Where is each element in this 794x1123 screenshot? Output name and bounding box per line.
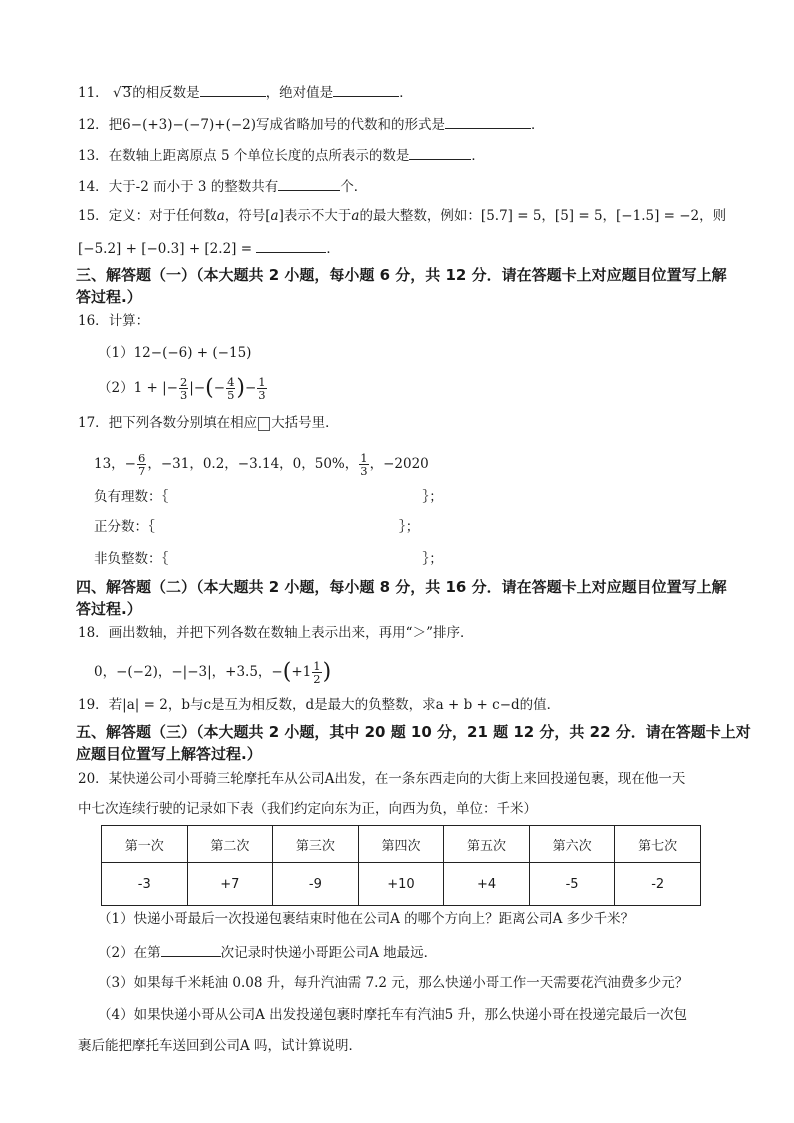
question-text: 某快递公司小哥骑三轮摩托车从公司A出发，在一条东西走向的大街上来回投递包裹，现在他一天 xyxy=(108,771,686,787)
table-cell: -2 xyxy=(615,863,701,906)
table-cell: +4 xyxy=(444,863,530,906)
fraction xyxy=(137,452,146,477)
question-text: 大于-2 而小于 3 的整数共有 xyxy=(108,179,279,195)
question-number: 16． xyxy=(78,313,109,329)
question-text: 把6−(+3)−(−7)+(−2)写成省略加号的代数和的形式是 xyxy=(108,117,446,133)
question-17 xyxy=(78,414,339,432)
question-20-part-4: （4）如果快递小哥从公司A 出发投递包裹时摩托车有汽油5 升，那么快递小哥在投递完最后一次包 xyxy=(98,1007,688,1023)
question-number: 12． xyxy=(78,117,109,133)
denominator: 5 xyxy=(227,388,235,402)
missing-glyph-box xyxy=(258,417,270,431)
question-17-numbers xyxy=(94,452,429,477)
fraction xyxy=(226,376,235,401)
question-20-part-1: （1）快递小哥最后一次投递包裹结束时他在公司A 的哪个方向上？距离公司A 多少千米？ xyxy=(98,911,635,927)
question-text: 的相反数是 xyxy=(132,85,200,101)
table-cell: -3 xyxy=(102,863,188,906)
answer-blank[interactable] xyxy=(445,114,531,129)
driving-record-table xyxy=(101,825,701,906)
variable: a xyxy=(270,208,279,224)
table-row xyxy=(102,863,701,906)
table-header-cell: 第三次 xyxy=(273,826,359,863)
numerator: 4 xyxy=(227,375,235,389)
question-text: 计算： xyxy=(108,313,150,329)
question-number: 13． xyxy=(78,148,109,164)
table-header-cell: 第五次 xyxy=(444,826,530,863)
sqrt-radicand: 3 xyxy=(122,85,132,101)
table-cell: +10 xyxy=(358,863,444,906)
paren: ( xyxy=(205,375,214,401)
question-text: （2）在第 xyxy=(98,945,161,961)
table-cell: +7 xyxy=(187,863,273,906)
table-header-row xyxy=(102,826,701,863)
question-12 xyxy=(78,114,545,134)
numerator: 1 xyxy=(360,451,368,465)
paren: ) xyxy=(322,659,332,685)
question-number: 20． xyxy=(78,771,109,787)
question-16-part-1: （1）12−(−6) + (−15) xyxy=(98,345,252,361)
section-4-heading: 四、解答题（二）（本大题共 2 小题，每小题 8 分，共 16 分．请在答题卡上对应题目位置写上解 xyxy=(76,578,727,596)
section-4-heading-cont: 答过程.） xyxy=(76,600,142,618)
sqrt-symbol: √ xyxy=(112,85,122,101)
answer-blank[interactable] xyxy=(161,942,221,957)
table-header-cell: 第一次 xyxy=(102,826,188,863)
table-cell: -5 xyxy=(529,863,615,906)
question-text: 次记录时快递小哥距公司A 地最远． xyxy=(220,945,438,961)
question-text: ，符号[ xyxy=(224,208,271,224)
denominator: 3 xyxy=(360,464,368,478)
question-18 xyxy=(78,624,474,642)
section-3-heading-cont: 答过程.） xyxy=(76,288,142,306)
mixed-whole: +1 xyxy=(291,664,312,680)
set-label: 非负整数：｛ xyxy=(94,551,169,567)
answer-blank[interactable] xyxy=(333,82,399,97)
question-number: 18． xyxy=(78,625,109,641)
set-label: 负有理数：｛ xyxy=(94,489,169,505)
question-16 xyxy=(78,312,149,330)
negative-rational-set xyxy=(94,488,443,506)
question-20-line2: 中七次连续行驶的记录如下表（我们约定向东为正，向西为负，单位：千米） xyxy=(78,801,537,817)
number-list: 0，−(−2)，−|−3|，+3.5，− xyxy=(94,664,283,680)
question-text: ]表示不大于 xyxy=(278,208,352,224)
table-header-cell: 第四次 xyxy=(358,826,444,863)
numerator: 2 xyxy=(179,375,188,389)
denominator: 2 xyxy=(313,672,321,686)
section-5-heading-cont: 应题目位置写上解答过程.） xyxy=(76,745,262,763)
section-5-heading: 五、解答题（三）（本大题共 2 小题，其中 20 题 10 分，21 题 12 分，共 22 分．请在答题卡上对 xyxy=(76,723,751,741)
fraction xyxy=(312,660,321,685)
punctuation: ． xyxy=(326,241,340,257)
set-close: ｝； xyxy=(399,519,420,535)
punctuation: ． xyxy=(471,148,485,164)
number-list: ，−31，0.2，−3.14，0，50%， xyxy=(147,456,359,472)
question-text: ，绝对值是 xyxy=(265,85,334,101)
answer-blank[interactable] xyxy=(409,145,471,160)
question-15 xyxy=(78,207,726,225)
question-text: 的最大整数，例如：[5.7] = 5，[5] = 5，[−1.5] = −2，则 xyxy=(359,208,727,224)
set-close: ｝； xyxy=(422,489,443,505)
answer-blank[interactable] xyxy=(200,82,266,97)
question-16-part-2: （2）1 + |− $\frac{2}{3}$ |−(− $\frac{4}{5}$ )− $\frac{1}{3}$ xyxy=(98,375,266,402)
question-20-part-2 xyxy=(98,942,437,962)
denominator: 3 xyxy=(258,388,266,402)
numerator: 6 xyxy=(138,451,146,465)
question-text: 在数轴上距离原点 5 个单位长度的点所表示的数是 xyxy=(108,148,410,164)
question-text: [−5.2] + [−0.3] + [2.2] = xyxy=(78,241,253,257)
question-number: 14． xyxy=(78,179,109,195)
question-text: 定义：对于任何数 xyxy=(108,208,217,224)
variable: a xyxy=(216,208,225,224)
question-number: 17． xyxy=(78,415,109,431)
question-number: 19． xyxy=(78,697,109,713)
paren: ) xyxy=(236,375,245,401)
question-19 xyxy=(78,696,560,714)
question-20-part-3: （3）如果每千米耗油 0.08 升，每升汽油需 7.2 元，那么快递小哥工作一天需要花汽油费多少元？ xyxy=(98,975,689,991)
fraction xyxy=(359,452,368,477)
numerator: 1 xyxy=(313,659,321,673)
set-label: 正分数：｛ xyxy=(94,519,155,535)
punctuation: ． xyxy=(399,85,413,101)
question-text: 个． xyxy=(340,179,368,195)
positive-fraction-set xyxy=(94,518,419,536)
nonnegative-integer-set xyxy=(94,550,443,568)
punctuation: ． xyxy=(531,117,545,133)
question-number: 15． xyxy=(78,208,109,224)
number-list: 13，− xyxy=(94,456,136,472)
question-number: 11． xyxy=(78,85,109,101)
answer-blank[interactable] xyxy=(256,238,326,253)
question-20 xyxy=(78,770,685,788)
fraction xyxy=(179,376,188,401)
question-text: 若|a| = 2，b与c是互为相反数，d是最大的负整数，求a + b + c−d的值． xyxy=(108,697,561,713)
section-3-heading: 三、解答题（一）（本大题共 2 小题，每小题 6 分，共 12 分．请在答题卡上对应题目位置写上解 xyxy=(76,266,727,284)
number-list: ，−2020 xyxy=(369,456,429,472)
expression: （2）1 + xyxy=(98,380,158,396)
denominator: 3 xyxy=(179,388,188,402)
question-20-part-4-cont: 裹后能把摩托车送回到公司A 吗，试计算说明． xyxy=(78,1038,363,1054)
question-18-numbers xyxy=(94,660,331,685)
table-header-cell: 第二次 xyxy=(187,826,273,863)
question-15-line2 xyxy=(78,238,340,258)
question-text: 大括号里． xyxy=(271,415,339,431)
abs-bar: | xyxy=(189,380,194,396)
table-header-cell: 第七次 xyxy=(615,826,701,863)
question-text: 画出数轴，并把下列各数在数轴上表示出来，再用“＞”排序． xyxy=(108,625,474,641)
fraction xyxy=(257,376,266,401)
question-13 xyxy=(78,145,485,165)
numerator: 1 xyxy=(258,375,266,389)
answer-blank[interactable] xyxy=(278,176,340,191)
abs-bar: | xyxy=(162,380,167,396)
table-cell: -9 xyxy=(273,863,359,906)
denominator: 7 xyxy=(138,464,146,478)
question-14 xyxy=(78,176,367,196)
variable: a xyxy=(351,208,360,224)
set-close: ｝； xyxy=(422,551,443,567)
table-header-cell: 第六次 xyxy=(529,826,615,863)
question-11 xyxy=(78,82,413,102)
paren: ( xyxy=(282,659,292,685)
question-text: 把下列各数分别填在相应 xyxy=(108,415,258,431)
